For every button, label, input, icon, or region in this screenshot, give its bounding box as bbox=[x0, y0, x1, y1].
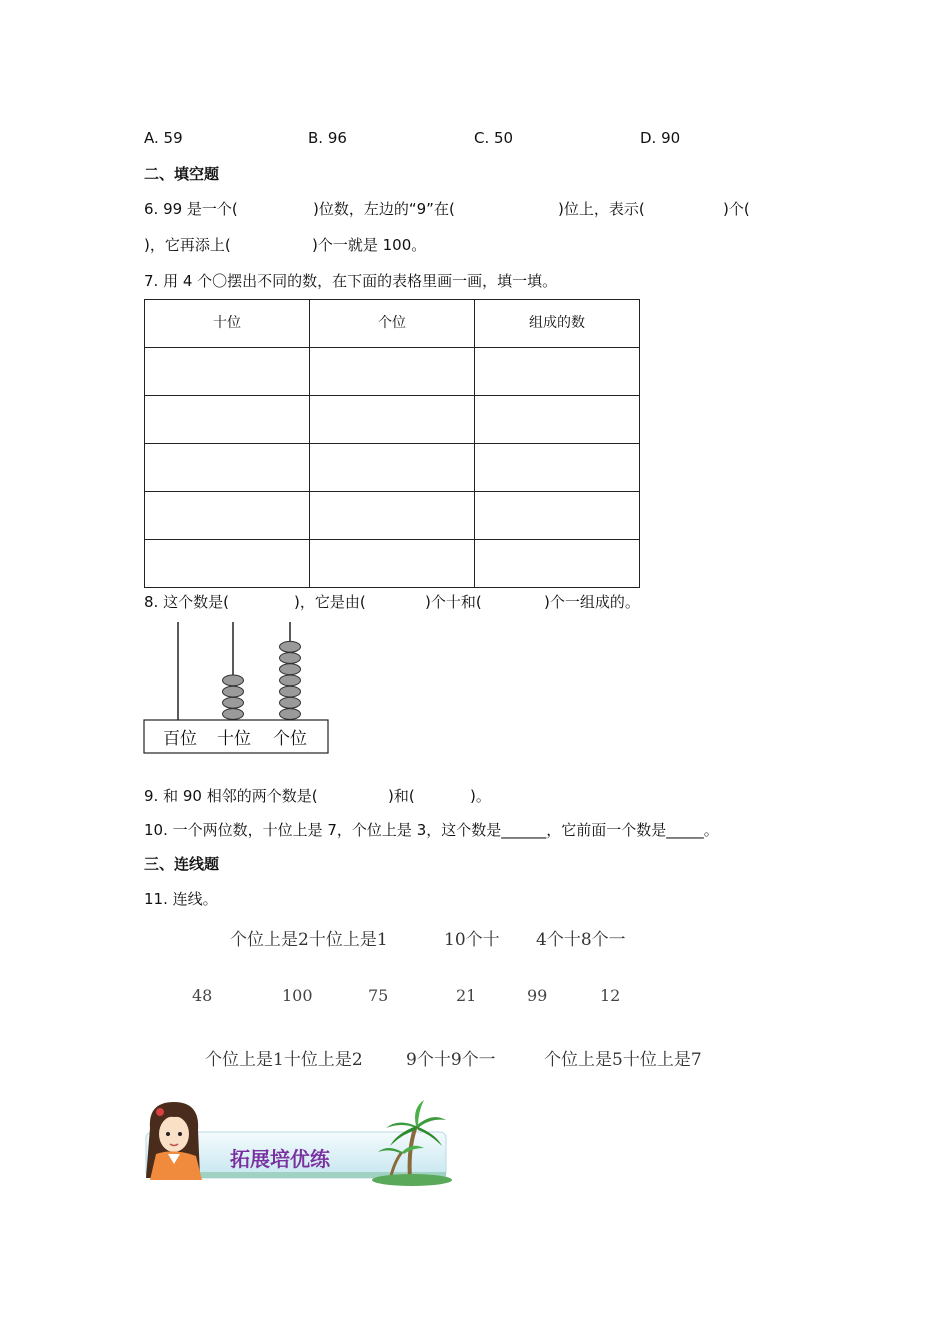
option-b: B. 96 bbox=[308, 129, 347, 147]
table-cell[interactable] bbox=[145, 540, 310, 588]
q6-text-b: )位数，左边的“9”在( bbox=[313, 200, 455, 218]
match-bottom-2[interactable]: 9个十9个一 bbox=[406, 1050, 496, 1070]
table-cell[interactable] bbox=[310, 348, 475, 396]
q6-text-e: )，它再添上( bbox=[144, 236, 231, 254]
q6-text-a: 6. 99 是一个( bbox=[144, 200, 238, 218]
match-bottom-3[interactable]: 个位上是5十位上是7 bbox=[544, 1050, 702, 1070]
abacus-label-hundreds: 百位 bbox=[163, 729, 197, 749]
match-top-3[interactable]: 4个十8个一 bbox=[536, 930, 626, 950]
abacus-bead bbox=[280, 697, 301, 708]
table-row bbox=[145, 444, 640, 492]
table-cell[interactable] bbox=[145, 396, 310, 444]
table-cell[interactable] bbox=[145, 444, 310, 492]
abacus bbox=[140, 618, 335, 758]
abacus-bead bbox=[280, 675, 301, 686]
q7-text: 7. 用 4 个〇摆出不同的数，在下面的表格里画一画，填一填。 bbox=[144, 272, 558, 290]
q6-text-f: )个一就是 100。 bbox=[312, 236, 427, 254]
ones-beads bbox=[280, 641, 301, 719]
option-a: A. 59 bbox=[144, 129, 183, 147]
table-cell[interactable] bbox=[310, 492, 475, 540]
header-tens: 十位 bbox=[145, 300, 310, 348]
abacus-bead bbox=[280, 653, 301, 664]
table-cell[interactable] bbox=[475, 540, 640, 588]
section-title-fill-in: 二、填空题 bbox=[144, 165, 220, 183]
abacus-label-tens: 十位 bbox=[217, 729, 251, 749]
girl-illustration bbox=[146, 1102, 202, 1180]
table-row bbox=[145, 540, 640, 588]
table-row bbox=[145, 348, 640, 396]
q8-text-c: )个十和( bbox=[425, 593, 482, 611]
table-header-row bbox=[145, 300, 640, 348]
abacus-bead bbox=[223, 675, 244, 686]
table-cell[interactable] bbox=[475, 348, 640, 396]
table-cell[interactable] bbox=[145, 492, 310, 540]
q6-text-c: )位上，表示( bbox=[558, 200, 645, 218]
match-number-5[interactable]: 99 bbox=[527, 986, 548, 1005]
q8-text-b: )，它是由( bbox=[294, 593, 366, 611]
tens-beads bbox=[223, 675, 244, 719]
q9-text-b: )和( bbox=[388, 787, 415, 805]
header-ones: 个位 bbox=[310, 300, 475, 348]
table-cell[interactable] bbox=[145, 348, 310, 396]
abacus-bead bbox=[223, 697, 244, 708]
q11-label: 11. 连线。 bbox=[144, 890, 218, 908]
match-number-6[interactable]: 12 bbox=[600, 986, 621, 1005]
header-number: 组成的数 bbox=[475, 300, 640, 348]
table-cell[interactable] bbox=[475, 492, 640, 540]
extension-practice-banner bbox=[140, 1098, 455, 1188]
option-c: C. 50 bbox=[474, 129, 514, 147]
match-number-4[interactable]: 21 bbox=[456, 986, 477, 1005]
section-title-matching: 三、连线题 bbox=[144, 855, 220, 873]
table-row bbox=[145, 492, 640, 540]
match-number-1[interactable]: 48 bbox=[192, 986, 213, 1005]
abacus-bead bbox=[280, 641, 301, 652]
table-cell[interactable] bbox=[475, 396, 640, 444]
q8-text-a: 8. 这个数是( bbox=[144, 593, 229, 611]
match-number-3[interactable]: 75 bbox=[368, 986, 389, 1005]
abacus-label-ones: 个位 bbox=[273, 729, 307, 749]
abacus-bead bbox=[223, 709, 244, 720]
abacus-bead bbox=[280, 686, 301, 697]
table-cell[interactable] bbox=[310, 396, 475, 444]
match-bottom-1[interactable]: 个位上是1十位上是2 bbox=[205, 1050, 363, 1070]
table-row bbox=[145, 396, 640, 444]
match-number-2[interactable]: 100 bbox=[282, 986, 313, 1005]
match-top-1[interactable]: 个位上是2十位上是1 bbox=[230, 930, 388, 950]
q9-text-a: 9. 和 90 相邻的两个数是( bbox=[144, 787, 318, 805]
place-value-table bbox=[144, 299, 640, 588]
q6-text-d: )个( bbox=[723, 200, 750, 218]
abacus-bead bbox=[280, 709, 301, 720]
option-d: D. 90 bbox=[640, 129, 681, 147]
banner-title: 拓展培优练 bbox=[230, 1147, 330, 1171]
abacus-bead bbox=[280, 664, 301, 675]
q8-text-d: )个一组成的。 bbox=[544, 593, 640, 611]
table-cell[interactable] bbox=[310, 444, 475, 492]
match-top-2[interactable]: 10个十 bbox=[444, 930, 500, 950]
table-cell[interactable] bbox=[475, 444, 640, 492]
table-cell[interactable] bbox=[310, 540, 475, 588]
abacus-bead bbox=[223, 686, 244, 697]
q10-text: 10. 一个两位数，十位上是 7，个位上是 3，这个数是______，它前面一个数是_____。 bbox=[144, 821, 719, 839]
q9-text-c: )。 bbox=[470, 787, 491, 805]
